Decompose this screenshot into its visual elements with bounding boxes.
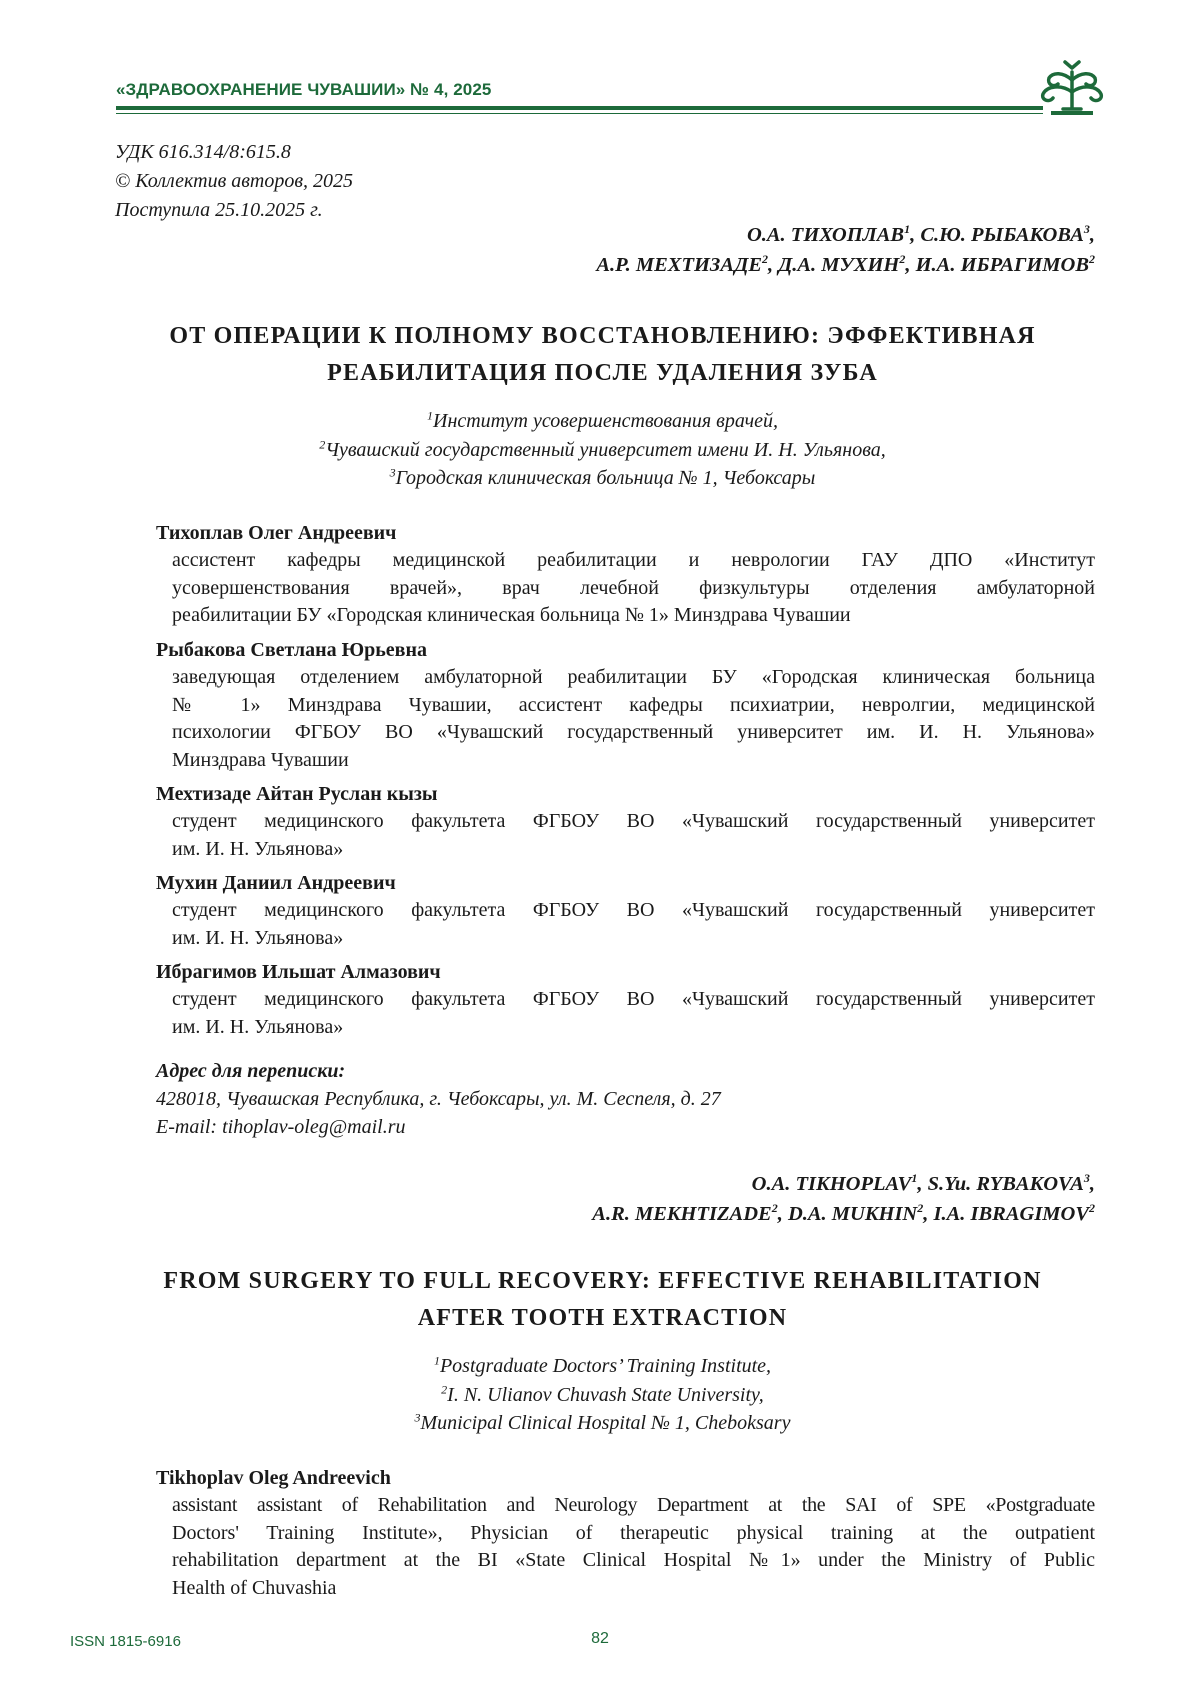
title-ru-line1: ОТ ОПЕРАЦИИ К ПОЛНОМУ ВОССТАНОВЛЕНИЮ: ЭФФЕКТИВНАЯ [169, 323, 1036, 349]
author-position [172, 986, 1095, 1041]
journal-issue: № 4, 2025 [410, 80, 492, 99]
author-sup: 2 [771, 1201, 778, 1216]
author-info-ru-3 [156, 780, 1095, 863]
author-name: О.А. ТИХОПЛАВ [746, 224, 905, 246]
position-line: студент медицинского факультета ФГБОУ ВО «Чувашский государственный университет [172, 810, 1095, 832]
article-meta [115, 138, 353, 225]
position-line: реабилитации БУ «Городская клиническая больница № 1» Минздрава Чувашии [172, 604, 851, 626]
position-line: Минздрава Чувашии [172, 748, 349, 771]
position-line: заведующая отделением амбулаторной реабилитации БУ «Городская клиническая больница [172, 666, 1095, 688]
affil-text: Postgraduate Doctors’ Training Institute, [439, 1355, 772, 1377]
chuvash-tree-emblem-icon [1039, 58, 1105, 116]
title-ru-line2: РЕАБИЛИТАЦИЯ ПОСЛЕ УДАЛЕНИЯ ЗУБА [327, 360, 878, 386]
affil-sup: 2 [441, 1381, 448, 1396]
author-name: O.A. TIKHOPLAV [751, 1173, 912, 1195]
author-sup: 1 [904, 222, 911, 237]
author-name: С.Ю. РЫБАКОВА [920, 224, 1084, 246]
affil-text: I. N. Ulianov Chuvash State University, [447, 1383, 764, 1406]
author-sep: , [1089, 224, 1095, 246]
author-position [172, 808, 1095, 863]
affil-text: Municipal Clinical Hospital № 1, Cheboksary [420, 1412, 791, 1434]
author-full-name: Ибрагимов Ильшат Алмазович [156, 961, 441, 983]
contact-email[interactable]: E-mail: tihoplav-oleg@mail.ru [156, 1116, 406, 1138]
author-sep: , [1089, 1173, 1095, 1195]
author-sep: , [917, 1173, 928, 1195]
author-position [172, 547, 1095, 630]
author-full-name: Tikhoplav Oleg Andreevich [156, 1467, 391, 1489]
position-line: rehabilitation department at the BI «State Clinical Hospital №1» under the Ministry of Public [172, 1549, 1095, 1571]
authors-ru [596, 220, 1095, 280]
author-name: I.A. IBRAGIMOV [933, 1203, 1089, 1225]
affiliations-en [100, 1352, 1105, 1438]
affiliation-en-1 [100, 1352, 1105, 1381]
affiliation-en-3 [100, 1409, 1105, 1438]
author-sep: , [923, 1203, 934, 1225]
position-line: психологии ФГБОУ ВО «Чувашский государственный университет им. И. Н. Ульянова» [172, 721, 1095, 743]
authors-en-line2 [592, 1199, 1095, 1229]
header-rule-thin [116, 113, 1043, 114]
authors-en-line1 [592, 1169, 1095, 1199]
author-name: D.A. MUKHIN [787, 1203, 918, 1225]
title-en-line2: AFTER TOOTH EXTRACTION [417, 1305, 788, 1331]
affiliation-ru-3 [100, 464, 1105, 493]
author-position [172, 1492, 1095, 1602]
correspondence-address [156, 1057, 721, 1141]
journal-name: «ЗДРАВООХРАНЕНИЕ ЧУВАШИИ» [116, 80, 406, 99]
postal-address: 428018, Чувашская Республика, г. Чебоксары, ул. М. Сеспеля, д. 27 [156, 1088, 721, 1110]
author-position [172, 664, 1095, 774]
received-date: Поступила 25.10.2025 г. [115, 199, 323, 221]
affil-text: Институт усовершенствования врачей, [433, 410, 778, 432]
position-line: студент медицинского факультета ФГБОУ ВО «Чувашский государственный университет [172, 988, 1095, 1010]
author-sup: 2 [917, 1201, 924, 1216]
author-sup: 2 [899, 252, 906, 267]
author-name: И.А. ИБРАГИМОВ [915, 254, 1089, 276]
author-full-name: Рыбакова Светлана Юрьевна [156, 639, 428, 661]
author-full-name: Мухин Даниил Андреевич [156, 872, 396, 894]
affil-sup: 1 [427, 408, 433, 423]
author-info-ru-4 [156, 869, 1095, 952]
author-sep: , [910, 224, 921, 246]
udk-code: УДК 616.314/8:615.8 [115, 141, 291, 163]
affil-text: Чувашский государственный университет имени И. Н. Ульянова, [325, 438, 886, 461]
title-en-line1: FROM SURGERY TO FULL RECOVERY: EFFECTIVE REHABILITATION [163, 1268, 1042, 1294]
journal-header [104, 58, 1105, 120]
position-line: усовершенствования врачей», врач лечебной физкультуры отделения амбулаторной [172, 576, 1095, 599]
author-position [172, 897, 1095, 952]
author-name: S.Yu. RYBAKOVA [927, 1173, 1084, 1195]
copyright-line: © Коллектив авторов, 2025 [115, 170, 354, 192]
position-line: Health of Chuvashia [172, 1576, 337, 1599]
affil-sup: 1 [433, 1353, 440, 1368]
position-line: № 1» Минздрава Чувашии, ассистент кафедры психиатрии, невролгии, медицинской [172, 693, 1095, 716]
position-line: им. И. Н. Ульянова» [172, 926, 344, 949]
position-line: им. И. Н. Ульянова» [172, 1015, 344, 1038]
author-info-ru-1 [156, 519, 1095, 630]
authors-en [592, 1169, 1095, 1229]
affiliation-ru-1 [100, 407, 1105, 436]
author-name: Д.А. МУХИН [778, 254, 900, 276]
position-line: студент медицинского факультета ФГБОУ ВО «Чувашский государственный университет [172, 899, 1095, 921]
affiliation-en-2 [100, 1381, 1105, 1410]
author-sup: 1 [911, 1171, 918, 1186]
position-line: ассистент кафедры медицинской реабилитации и неврологии ГАУ ДПО «Институт [172, 549, 1095, 571]
affil-sup: 2 [319, 436, 326, 451]
authors-ru-line1 [596, 220, 1095, 250]
address-label: Адрес для переписки: [156, 1060, 346, 1082]
page-number: 82 [591, 1630, 609, 1647]
author-full-name: Тихоплав Олег Андреевич [156, 522, 397, 544]
author-sup: 2 [1089, 252, 1095, 267]
affil-text: Городская клиническая больница № 1, Чебоксары [395, 467, 816, 489]
author-sup: 3 [1083, 222, 1090, 237]
header-rule-thick [116, 106, 1043, 110]
position-line: им. И. Н. Ульянова» [172, 837, 344, 860]
article-title-ru [100, 318, 1105, 392]
author-info-en-1 [156, 1464, 1095, 1602]
affiliations-ru [100, 407, 1105, 493]
author-info-ru-2 [156, 636, 1095, 774]
author-name: A.R. MEKHTIZADE [592, 1203, 772, 1225]
author-info-ru-5 [156, 958, 1095, 1041]
position-line: assistant assistant of Rehabilitation and Neurology Department at the SAI of SPE «Postgraduate [172, 1494, 1095, 1516]
author-sup: 2 [762, 252, 768, 267]
affil-sup: 3 [414, 1410, 421, 1425]
author-full-name: Мехтизаде Айтан Руслан кызы [156, 783, 438, 805]
author-sep: , [905, 254, 916, 276]
journal-title [116, 80, 491, 100]
author-sep: , [777, 1203, 788, 1225]
affil-sup: 3 [389, 465, 396, 480]
author-name: А.Р. МЕХТИЗАДЕ [596, 254, 762, 276]
position-line: Doctors' Training Institute», Physician of therapeutic physical training at the outpatient [172, 1521, 1095, 1544]
author-sup: 3 [1083, 1171, 1090, 1186]
issn-number: ISSN 1815-6916 [70, 1633, 181, 1650]
author-sup: 2 [1089, 1201, 1095, 1216]
affiliation-ru-2 [100, 436, 1105, 465]
article-title-en [100, 1263, 1105, 1337]
authors-ru-line2 [596, 250, 1095, 280]
author-sep: , [768, 254, 779, 276]
